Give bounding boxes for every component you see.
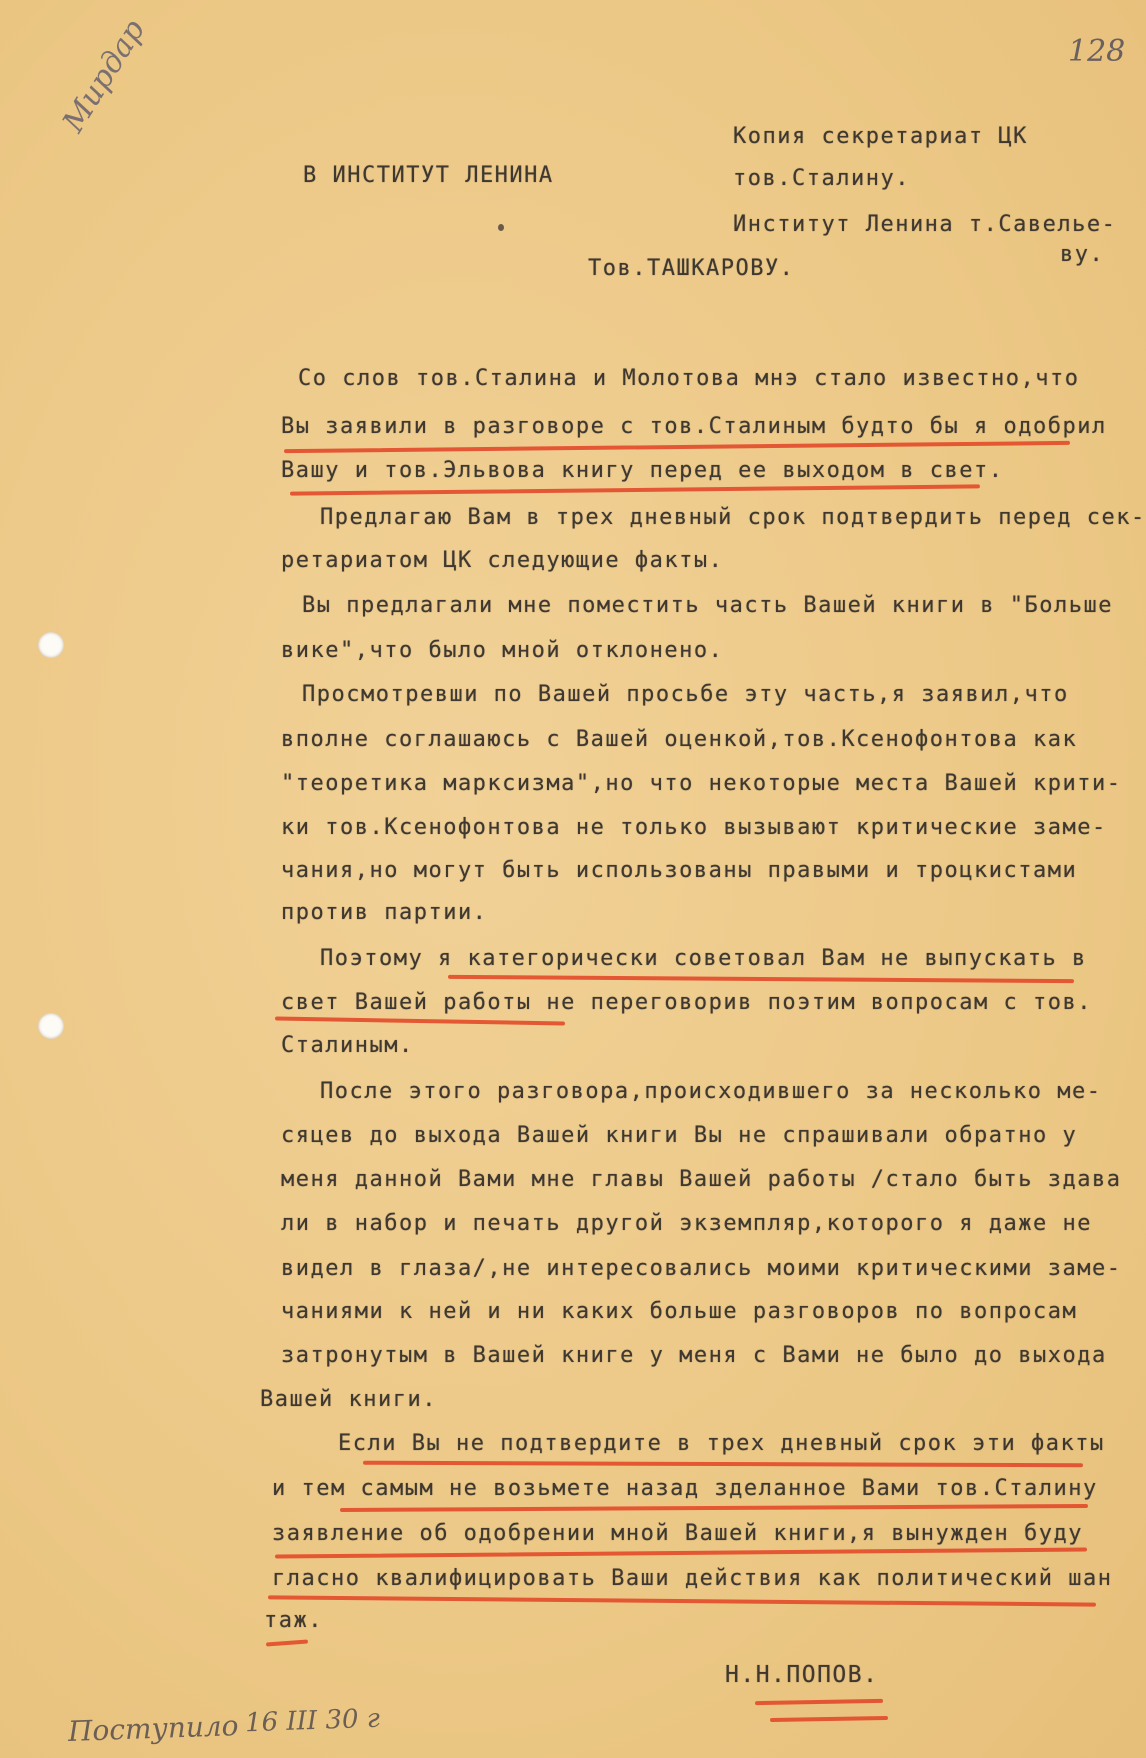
signature-underline bbox=[755, 1699, 883, 1705]
underline bbox=[340, 1504, 1088, 1512]
copy-line-3: Институт Ленина т.Савелье- bbox=[733, 212, 1117, 237]
body-line: и тем самым не возьмете назад зделанное Вами тов.Сталину bbox=[272, 1476, 1098, 1501]
body-line: видел в глаза/,не интересовались моими критическими заме- bbox=[281, 1256, 1122, 1281]
body-line: ретариатом ЦК следующие факты. bbox=[281, 548, 724, 573]
body-line: меня данной Вами мне главы Вашей работы /стало быть здава bbox=[281, 1167, 1122, 1192]
punch-hole-top bbox=[38, 632, 64, 658]
ink-blot bbox=[498, 224, 504, 231]
punch-hole-bottom bbox=[38, 1013, 64, 1039]
body-line: Поэтому я категорически советовал Вам не выпускать в bbox=[320, 946, 1087, 971]
signature: Н.Н.ПОПОВ. bbox=[725, 1662, 879, 1688]
body-line: свет Вашей работы не переговорив поэтим вопросам с тов. bbox=[281, 990, 1092, 1015]
margin-note: Мирдар bbox=[56, 13, 153, 139]
body-line: Просмотревши по Вашей просьбе эту часть,я заявил,что bbox=[302, 682, 1069, 707]
body-line: Вы предлагали мне поместить часть Вашей книги в "Больше bbox=[302, 593, 1113, 618]
body-line: Вашу и тов.Эльвова книгу перед ее выходом в свет. bbox=[281, 458, 1004, 483]
body-line: Со слов тов.Сталина и Молотова мнэ стало известно,что bbox=[298, 366, 1080, 391]
underline bbox=[268, 1595, 1096, 1606]
underline bbox=[284, 441, 1070, 453]
body-line: гласно квалифицировать Ваши действия как политический шан bbox=[272, 1566, 1113, 1591]
body-line: затронутым в Вашей книге у меня с Вами не было до выхода bbox=[281, 1343, 1107, 1368]
page-number: 128 bbox=[1068, 34, 1126, 69]
body-line: Если Вы не подтвердите в трех дневный срок эти факты bbox=[338, 1431, 1105, 1456]
copy-line-4: ву. bbox=[1060, 242, 1105, 267]
body-line: Сталиным. bbox=[281, 1033, 414, 1058]
body-line: вике",что было мной отклонено. bbox=[281, 638, 724, 663]
received-date: 16 III 30 г bbox=[244, 1703, 381, 1739]
underline bbox=[448, 975, 1074, 983]
copy-line-2: тов.Сталину. bbox=[733, 166, 910, 191]
body-line: "теоретика марксизма",но что некоторые места Вашей крити- bbox=[281, 771, 1122, 796]
received-stamp: Поступило bbox=[67, 1709, 240, 1748]
underline bbox=[363, 1461, 1083, 1468]
copy-line-1: Копия секретариат ЦК bbox=[733, 124, 1028, 149]
body-line: Вы заявили в разговоре с тов.Сталиным будто бы я одобрил bbox=[281, 414, 1107, 439]
underline bbox=[290, 484, 980, 495]
addressee-person: Тов.ТАШКАРОВУ. bbox=[588, 256, 795, 281]
body-line: заявление об одобрении мной Вашей книги,я вынужден буду bbox=[272, 1521, 1083, 1546]
signature-underline bbox=[770, 1716, 888, 1722]
body-line: чания,но могут быть использованы правыми и троцкистами bbox=[281, 858, 1078, 883]
addressee-main: В ИНСТИТУТ ЛЕНИНА bbox=[303, 163, 554, 188]
body-line: После этого разговора,происходившего за несколько ме- bbox=[320, 1079, 1102, 1104]
body-line: таж. bbox=[264, 1608, 323, 1633]
underline bbox=[275, 1016, 565, 1025]
body-line: Предлагаю Вам в трех дневный срок подтвердить перед сек- bbox=[320, 505, 1146, 530]
body-line: ки тов.Ксенофонтова не только вызывают критические заме- bbox=[281, 815, 1107, 840]
body-line: чаниями к ней и ни каких больше разговоров по вопросам bbox=[281, 1299, 1078, 1324]
body-line: ли в набор и печать другой экземпляр,которого я даже не bbox=[281, 1211, 1092, 1236]
body-line: Вашей книги. bbox=[260, 1387, 437, 1412]
underline bbox=[266, 1640, 308, 1647]
underline bbox=[275, 1547, 1087, 1558]
body-line: вполне соглашаюсь с Вашей оценкой,тов.Ксенофонтова как bbox=[281, 727, 1078, 752]
body-line: сяцев до выхода Вашей книги Вы не спрашивали обратно у bbox=[281, 1123, 1078, 1148]
body-line: против партии. bbox=[281, 900, 488, 925]
